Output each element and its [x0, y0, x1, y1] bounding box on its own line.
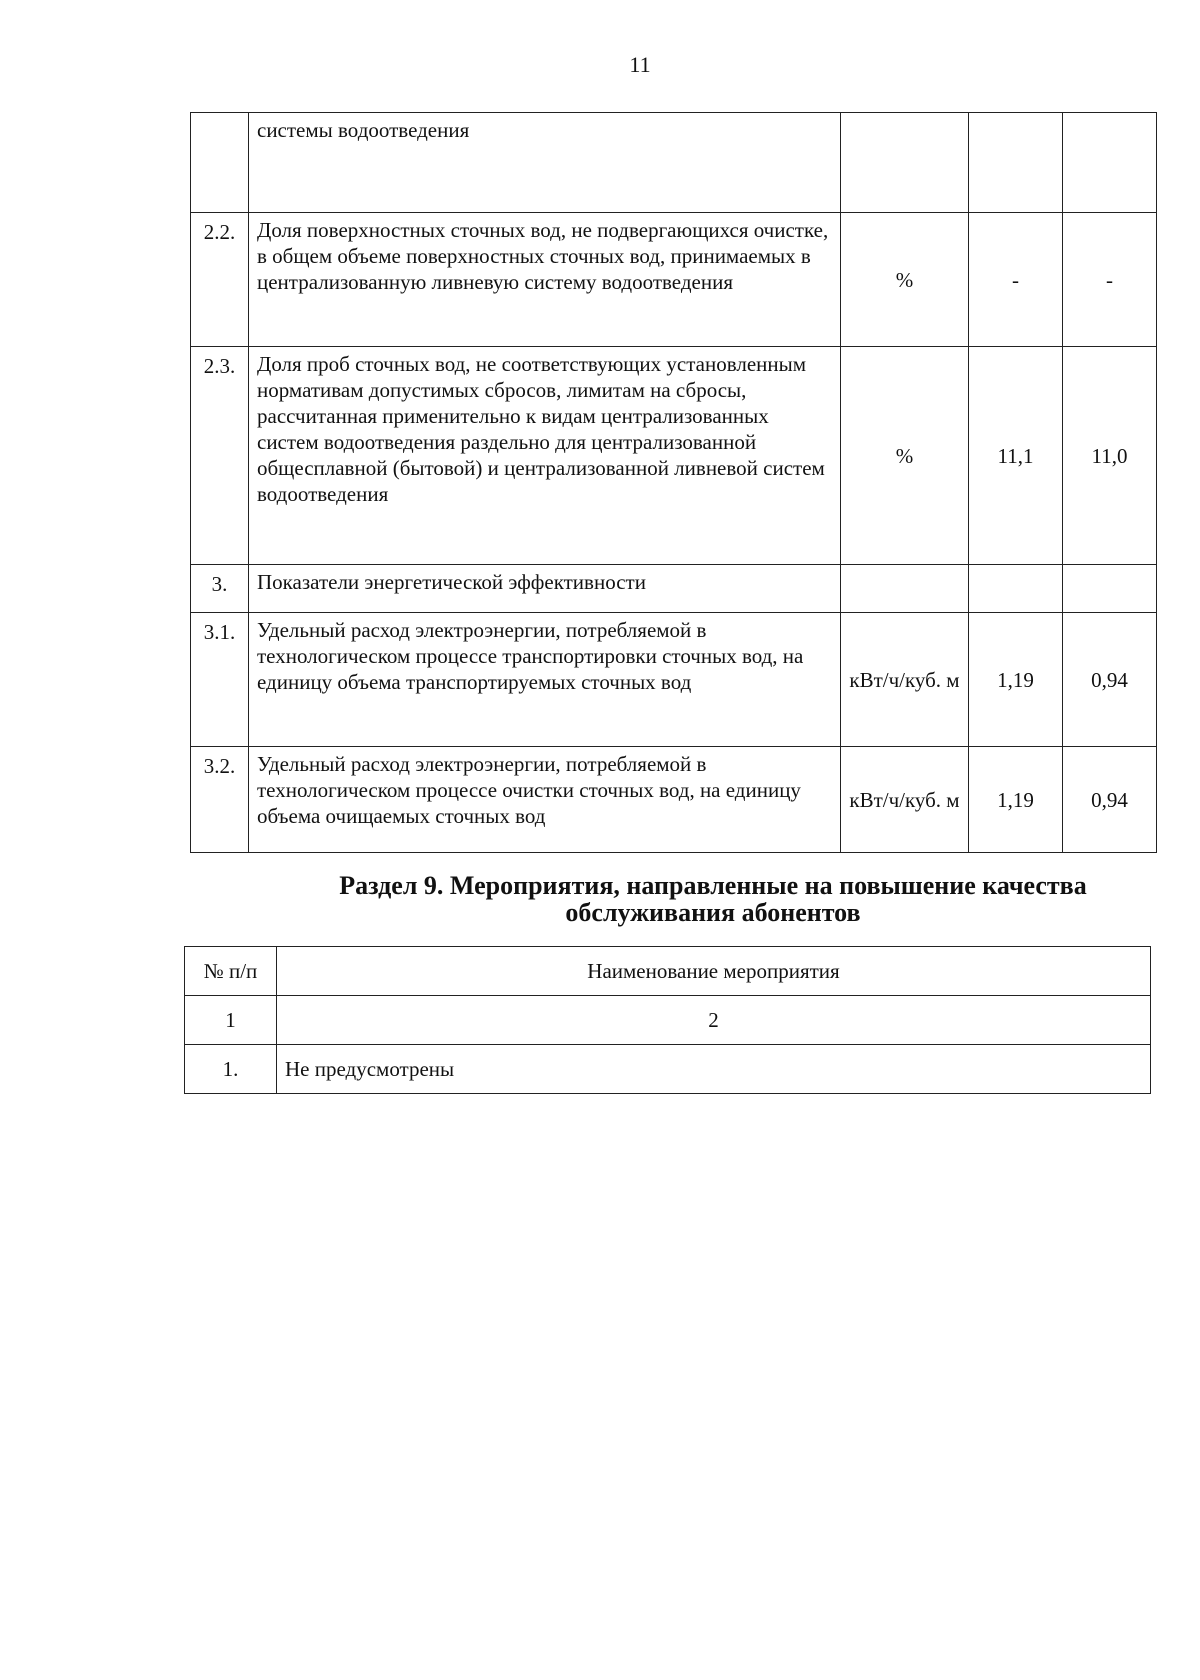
- page-number: 11: [629, 52, 651, 77]
- indicator-unit: кВт/ч/куб. м: [841, 613, 969, 747]
- indicator-name: Доля проб сточных вод, не соответствующих установленным нормативам допустимых сбросов, лимитам на сбросы, рассчитанная применительно к видам централизованных систем водоотведения раздельно для централизованной общесплавной (бытовой) и централизованной ливневой систем водоотведения: [249, 347, 841, 565]
- indicator-value-2: 0,94: [1063, 747, 1157, 853]
- column-number-2: 2: [277, 996, 1151, 1045]
- table-row: [191, 213, 1157, 347]
- row-number: [191, 113, 249, 213]
- indicator-value-1: -: [969, 213, 1063, 347]
- indicator-value-1: [969, 565, 1063, 613]
- indicator-value-1: [969, 113, 1063, 213]
- column-header-number: № п/п: [185, 947, 277, 996]
- row-number: 2.2.: [191, 213, 249, 347]
- table-row: [191, 113, 1157, 213]
- column-header-name: Наименование мероприятия: [277, 947, 1151, 996]
- indicator-unit: %: [841, 347, 969, 565]
- table-numbering-row: [185, 996, 1151, 1045]
- indicator-value-1: 1,19: [969, 613, 1063, 747]
- indicator-unit: кВт/ч/куб. м: [841, 747, 969, 853]
- table-row: [185, 1045, 1151, 1094]
- table-row: [191, 565, 1157, 613]
- row-number: 2.3.: [191, 347, 249, 565]
- indicator-unit: [841, 565, 969, 613]
- table-row: [191, 347, 1157, 565]
- column-number-1: 1: [185, 996, 277, 1045]
- indicator-value-2: [1063, 565, 1157, 613]
- section-title: Раздел 9. Мероприятия, направленные на повышение качества обслуживания абонентов: [339, 871, 1087, 927]
- indicator-name: системы водоотведения: [249, 113, 841, 213]
- indicators-table: [190, 112, 1157, 853]
- indicator-value-2: 11,0: [1063, 347, 1157, 565]
- row-number: 3.1.: [191, 613, 249, 747]
- indicator-value-2: -: [1063, 213, 1157, 347]
- table-row: [191, 613, 1157, 747]
- indicator-value-2: [1063, 113, 1157, 213]
- indicator-name: Удельный расход электроэнергии, потребляемой в технологическом процессе очистки сточных вод, на единицу объема очищаемых сточных вод: [249, 747, 841, 853]
- indicator-name: Удельный расход электроэнергии, потребляемой в технологическом процессе транспортировки сточных вод, на единицу объема транспортируемых сточных вод: [249, 613, 841, 747]
- indicator-name: Доля поверхностных сточных вод, не подвергающихся очистке, в общем объеме поверхностных сточных вод, принимаемых в централизованную ливневую систему водоотведения: [249, 213, 841, 347]
- measure-number: 1.: [185, 1045, 277, 1094]
- table-row: [191, 747, 1157, 853]
- indicator-value-1: 1,19: [969, 747, 1063, 853]
- indicator-unit: [841, 113, 969, 213]
- row-number: 3.2.: [191, 747, 249, 853]
- indicator-value-1: 11,1: [969, 347, 1063, 565]
- measures-table: [184, 946, 1151, 1094]
- measure-name: Не предусмотрены: [277, 1045, 1151, 1094]
- indicator-value-2: 0,94: [1063, 613, 1157, 747]
- row-number: 3.: [191, 565, 249, 613]
- table-header-row: [185, 947, 1151, 996]
- indicator-unit: %: [841, 213, 969, 347]
- indicator-name: Показатели энергетической эффективности: [249, 565, 841, 613]
